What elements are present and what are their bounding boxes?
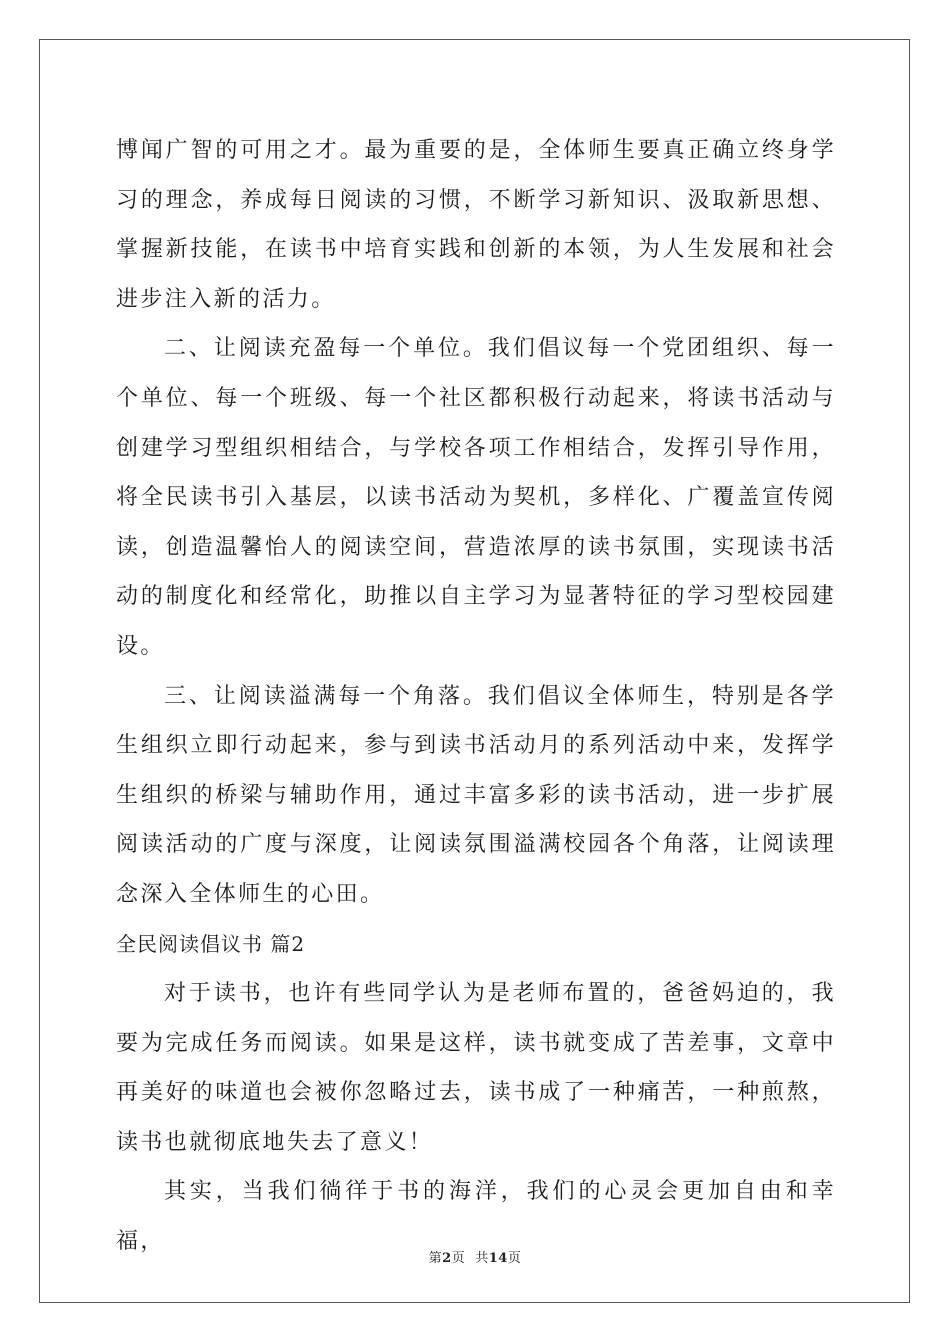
total-prefix: 共 [475, 1251, 489, 1266]
paragraph-continued: 博闻广智的可用之才。最为重要的是，全体师生要真正确立终身学习的理念，养成每日阅读的习惯，不断学习新知识、汲取新思想、掌握新技能，在读书中培育实践和创新的本领，为人生发展和社会进步注入新的活力。 [116, 138, 836, 312]
section-paragraph-first: 对于读书，也许有些同学认为是老师布置的，爸爸妈迫的，我要为完成任务而阅读。如果是这样，读书就变成了苦差事，文章中再美好的味道也会被你忽略过去，读书成了一种痛苦，一种煎熬，读书也就彻底地失去了意义！ [116, 981, 836, 1155]
document-body [116, 126, 836, 1267]
page-footer [0, 1247, 950, 1266]
section-paragraph-second: 其实，当我们徜徉于书的海洋，我们的心灵会更加自由和幸福， [116, 1179, 836, 1255]
page-suffix: 页 [451, 1251, 466, 1266]
section-heading: 全民阅读倡议书 篇2 [116, 931, 306, 956]
paragraph-point-three: 三、让阅读溢满每一个角落。我们倡议全体师生，特别是各学生组织立即行动起来，参与到读书活动月的系列活动中来，发挥学生组织的桥梁与辅助作用，通过丰富多彩的读书活动，进一步扩展阅读活动的广度与深度，让阅读氛围溢满校园各个角落，让阅读理念深入全体师生的心田。 [116, 683, 836, 907]
page-current: 2 [442, 1251, 452, 1266]
page-total: 14 [488, 1251, 508, 1266]
paragraph-point-two: 二、让阅读充盈每一个单位。我们倡议每一个党团组织、每一个单位、每一个班级、每一个社区都积极行动起来，将读书活动与创建学习型组织相结合，与学校各项工作相结合，发挥引导作用，将全民读书引入基层，以读书活动为契机，多样化、广覆盖宣传阅读，创造温馨怡人的阅读空间，营造浓厚的读书氛围，实现读书活动的制度化和经常化，助推以自主学习为显著特征的学习型校园建设。 [116, 336, 836, 659]
page-prefix: 第 [428, 1251, 443, 1266]
total-suffix: 页 [507, 1251, 522, 1266]
